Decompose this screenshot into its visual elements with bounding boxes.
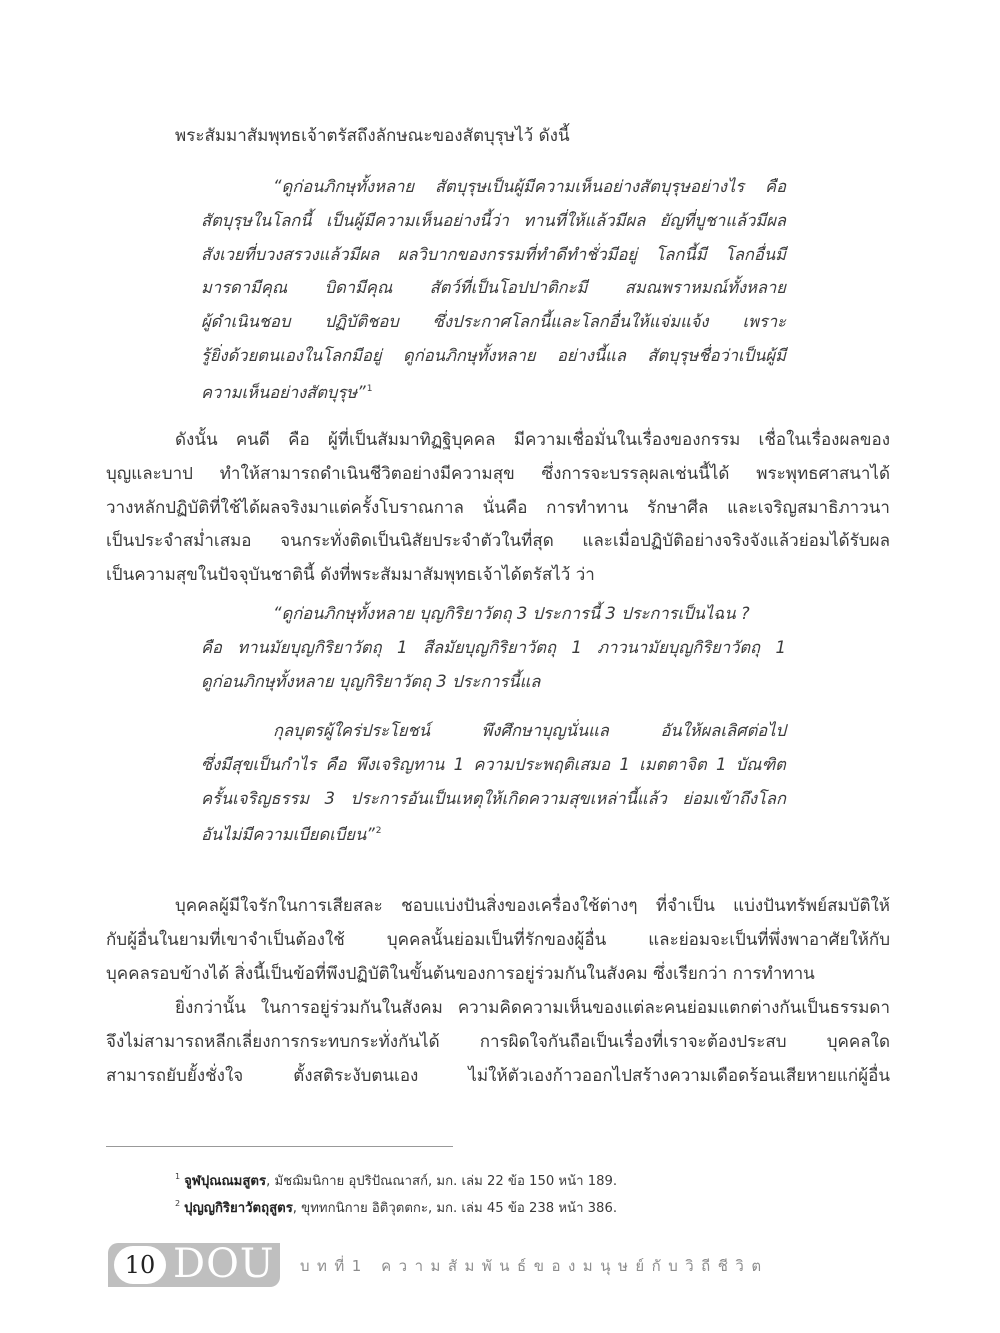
quote2-p1-line-0: “ดูก่อนภิกษุทั้งหลาย บุญกิริยาวัตถุ 3 ประการนี้ 3 ประการเป็นไฉน ? [273,604,750,623]
word: และเจริญสมาธิภาวนา [727,497,890,518]
word: “ดูก่อนภิกษุทั้งหลาย [273,177,415,196]
para1-last-line: เป็นความสุขในปัจจุบันชาตินี้ ดังที่พระสัมมาสัมพุทธเจ้าได้ตรัสไว้ ว่า [106,565,595,586]
word: และย่อมจะเป็นที่พึ่งพาอาศัยให้กับ [648,929,890,950]
quote-punyakiriya [201,597,786,698]
quote1-line-5 [201,339,786,373]
quote2-p1-line-2: ดูก่อนภิกษุทั้งหลาย บุญกิริยาวัตถุ 3 ประการนี้แล [201,671,541,691]
word: สัตบุรุษชื่อว่าเป็นผู้มี [647,345,786,365]
word: โลกอื่นมี [724,244,786,264]
footnote-2-citation: , ขุททกนิกาย อิติวุตตกะ, มก. เล่ม 45 ข้อ 238 หน้า 386. [292,1201,618,1216]
word: ยิ่งกว่านั้น [175,998,246,1018]
word: สามารถยับยั้งชั่งใจ [106,1065,244,1086]
footnote-ref-2: 2 [375,826,382,837]
word: นั่นคือ [482,497,528,518]
word: คนดี [235,430,270,450]
quote2-p2-line-1 [201,748,786,782]
quote1-line-3 [201,271,786,305]
word: มารดามีคุณ [201,278,288,298]
word: อันให้ผลเลิศต่อไป [660,721,786,740]
footnote-ref-1: 1 [366,383,373,394]
word: ภาวนามัยบุญกิริยาวัตถุ [597,637,761,657]
quote-satburut [201,170,786,407]
para1-line-3 [106,525,890,559]
para1-line-0 [106,424,890,458]
word: ซึ่งการจะบรรลุผลเช่นนี้ได้ [541,463,730,484]
word: ดูก่อนภิกษุทั้งหลาย [403,345,536,365]
word: บิดามีคุณ [324,278,393,298]
word: 1 [715,754,727,774]
word: แบ่งปันทรัพย์สมบัติให้ [733,896,890,916]
para2-line-0 [106,890,890,924]
word: คือ [201,637,222,657]
word: การทำทาน [546,497,629,518]
intro-paragraph [175,120,875,154]
paragraph-good-person [106,424,890,593]
word: บุญและบาป [106,463,193,484]
page-number: 10 [114,1246,166,1284]
footnote-2 [175,1193,617,1220]
word: สีลมัยบุญกิริยาวัตถุ [422,637,556,657]
footnote-1-citation: , มัชฌิมนิกาย อุปริปัณณาสก์, มก. เล่ม 22 ข้อ 150 หน้า 189. [266,1174,618,1189]
quote1-line-0 [201,170,786,204]
word: เพราะ [742,312,786,332]
para1-line-1 [106,458,890,492]
word: บัณฑิต [735,754,786,774]
word: พึงศึกษาบุญนั่นแล [481,721,609,740]
word: บุคคลนั้นย่อมเป็นที่รักของผู้อื่น [386,929,607,950]
word: ดังนั้น [175,430,218,450]
word: ความคิดความเห็นของแต่ละคนย่อมแตกต่างกันเป็นธรรมดา [457,998,890,1018]
word: ทานมัยบุญกิริยาวัตถุ [237,637,382,657]
word: เป็นผู้มีความเห็นอย่างนี้ว่า [326,210,509,230]
quote-punyakiriya-part2 [201,714,786,849]
word: ครั้นเจริญธรรม [201,788,310,808]
quote1-line-2 [201,238,786,272]
word: กับผู้อื่นในยามที่เขาจำเป็นต้องใช้ [106,929,345,950]
chapter-title: บทที่1 ความสัมพันธ์ของมนุษย์กับวิถีชีวิต [300,1257,769,1275]
footnote-1-number: 1 [175,1172,181,1181]
word: ยัญที่บูชาแล้วมีผล [659,210,786,230]
word: เมตตาจิต [639,754,707,774]
word: สังเวยที่บวงสรวงแล้วมีผล [201,244,380,264]
para3-line-0 [106,992,890,1026]
word: ไม่ให้ตัวเองก้าวออกไปสร้างความเดือดร้อนเสียหายแก่ผู้อื่น [468,1065,890,1086]
footnote-1-title: จูฬปุณณมสูตร [184,1174,267,1189]
word: พระพุทธศาสนาได้ [756,463,890,484]
word: บุคคลใด [826,1031,890,1052]
word: มีความเชื่อมั่นในเรื่องของกรรม [513,430,741,450]
quote1-last-line: ความเห็นอย่างสัตบุรุษ”$^1$ [201,382,373,402]
word: และเมื่อปฏิบัติอย่างจริงจังแล้วย่อมได้รับผล [582,531,890,552]
word: ซึ่งประกาศโลกนี้และโลกอื่นให้แจ่มแจ้ง [432,312,709,332]
footnote-2-number: 2 [175,1199,181,1208]
para2-last-line: บุคคลรอบข้างได้ สิ่งนี้เป็นข้อที่พึงปฏิบัติในขั้นต้นของการอยู่ร่วมกันในสังคม ซึ่งเรียกว่า การทำทาน [106,963,815,984]
word: คือ [325,754,347,774]
word: ประการอันเป็นเหตุให้เกิดความสุขเหล่านี้แล้ว [350,788,667,808]
word: เชื่อในเรื่องผลของ [758,430,890,450]
quote1-line-4 [201,305,786,339]
word: คือ [765,177,786,196]
word: ผู้ดำเนินชอบ [201,312,291,332]
quote1-line-1 [201,204,786,238]
word: ผลวิบากของกรรมที่ทำดีทำชั่วมีอยู่ [397,244,638,264]
para3-line-1 [106,1026,890,1060]
word: จึงไม่สามารถหลีกเลี่ยงการกระทบกระทั่งกันได้ [106,1031,440,1052]
word: สัตบุรุษในโลกนี้ [201,210,312,230]
word: 1 [619,754,630,774]
word: ที่จำเป็น [655,896,715,916]
word: พึงเจริญทาน [355,754,445,774]
brand-logo: DOU [173,1241,275,1287]
word: สมณพราหมณ์ทั้งหลาย [624,278,786,298]
word: ผู้ที่เป็นสัมมาทิฏฐิบุคคล [327,430,496,450]
word: จนกระทั่งติดเป็นนิสัยประจำตัวในที่สุด [280,531,554,552]
word: 1 [397,637,408,657]
word: 1 [775,637,786,657]
quote2-p2-line-0 [201,714,786,748]
footnote-2-title: ปุญญกิริยาวัตถุสูตร [184,1201,293,1216]
word: ชอบแบ่งปันสิ่งของเครื่องใช้ต่างๆ [401,896,638,916]
word: ย่อมเข้าถึงโลก [682,788,786,808]
para3-line-2 [106,1060,890,1094]
word: ซึ่งมีสุขเป็นกำไร [201,754,317,774]
intro-line: พระสัมมาสัมพุทธเจ้าตรัสถึงลักษณะของสัตบุรุษไว้ ดังนี้ [175,126,570,146]
para2-line-1 [106,924,890,958]
word: ปฏิบัติชอบ [324,312,399,332]
word: ความประพฤติเสมอ [473,754,611,774]
word: รักษาศีล [646,497,709,518]
para1-line-2 [106,492,890,526]
word: 1 [571,637,582,657]
word: 3 [324,788,336,808]
quote2-p1-line-1 [201,631,786,665]
word: ตั้งสติระงับตนเอง [293,1065,419,1086]
quote2-last-line: อันไม่มีความเบียดเบียน”$^2$ [201,825,382,845]
word: อย่างนี้แล [557,345,626,365]
paragraph-restraint [106,992,890,1093]
word: วางหลักปฏิบัติที่ใช้ได้ผลจริงมาแต่ครั้งโบราณกาล [106,497,464,518]
word: โลกนี้มี [655,244,707,264]
word: สัตว์ที่เป็นโอปปาติกะมี [429,278,588,298]
paragraph-giving [106,890,890,991]
word: คือ [288,430,310,450]
word: กุลบุตรผู้ใคร่ประโยชน์ [273,721,430,740]
word: สัตบุรุษเป็นผู้มีความเห็นอย่างสัตบุรุษอย่างไร [434,177,745,196]
footnote-1 [175,1166,617,1193]
word: ทานที่ให้แล้วมีผล [523,210,646,230]
word: การผิดใจกันถือเป็นเรื่องที่เราจะต้องประสบ [479,1031,787,1052]
quote2-p2-line-2 [201,782,786,816]
word: รู้ยิ่งด้วยตนเองในโลกมีอยู่ [201,345,382,365]
word: เป็นประจำสม่ำเสมอ [106,531,252,552]
word: 1 [453,754,465,774]
word: บุคคลผู้มีใจรักในการเสียสละ [175,896,383,916]
word: ทำให้สามารถดำเนินชีวิตอย่างมีความสุข [219,463,515,484]
word: ในการอยู่ร่วมกันในสังคม [260,998,443,1018]
footnote-divider [106,1146,453,1147]
